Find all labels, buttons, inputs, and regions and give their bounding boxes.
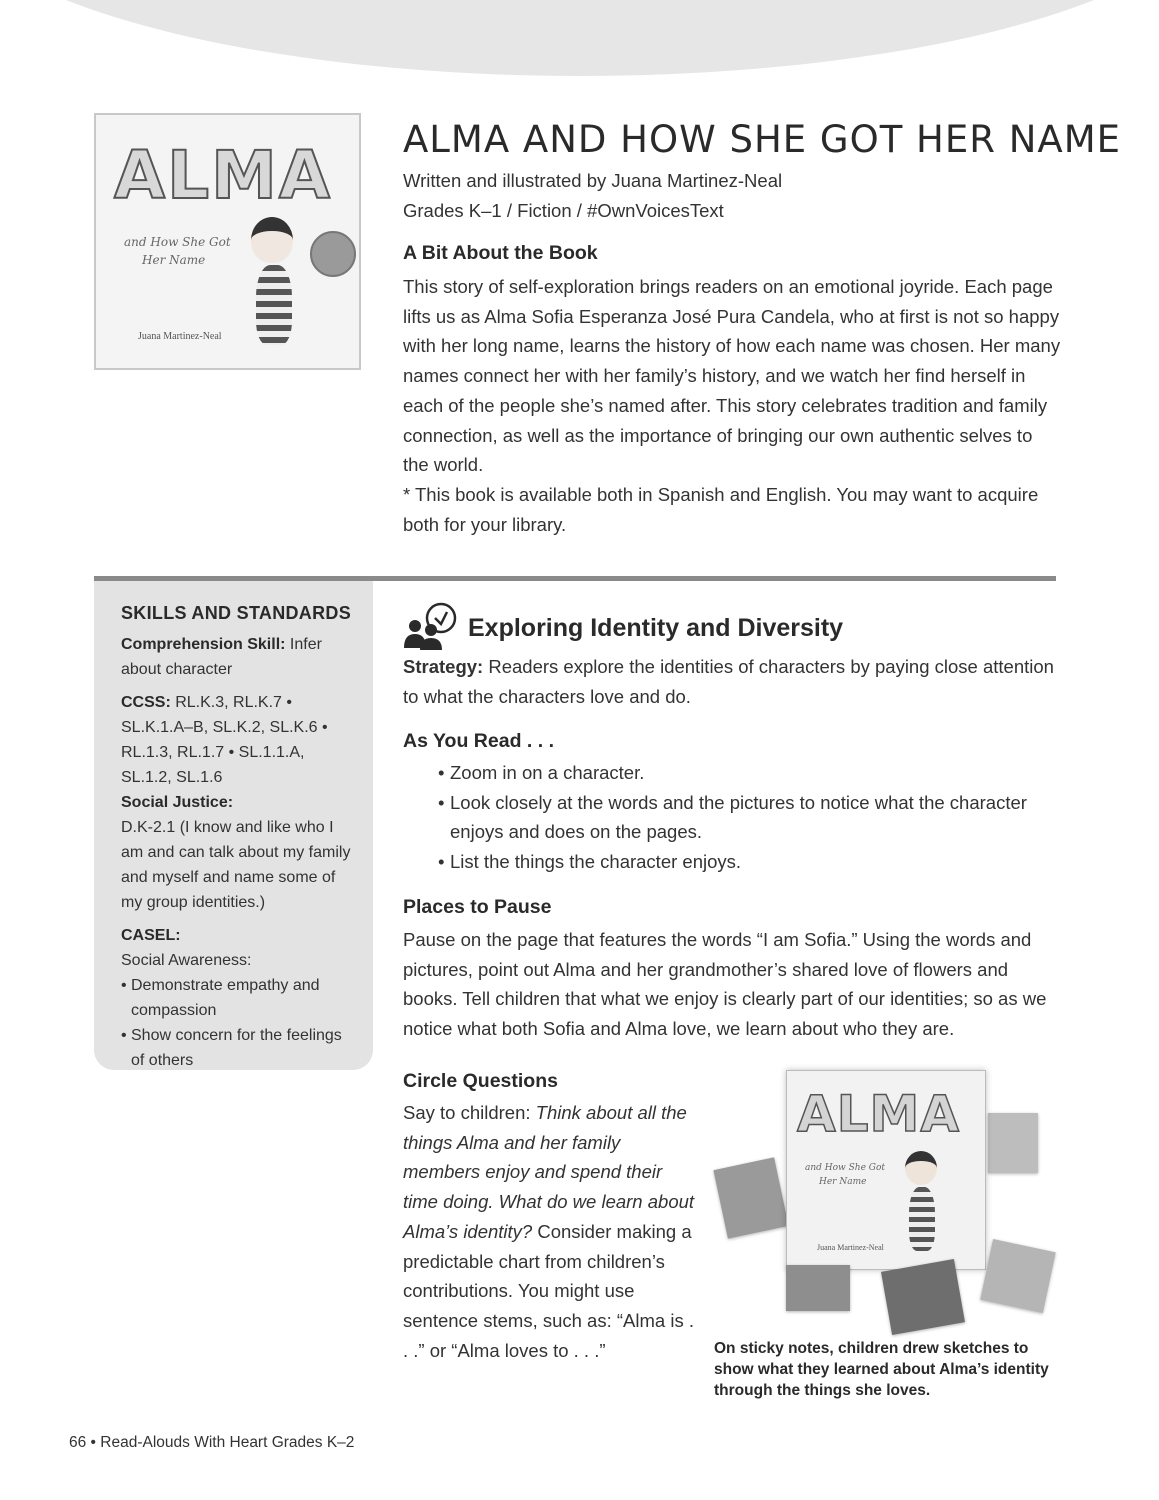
casel-item: • Demonstrate empathy and compassion xyxy=(121,973,353,1023)
cover-title: ALMA xyxy=(114,137,332,214)
casel-item: • Show concern for the feelings of others xyxy=(121,1023,353,1073)
header-band xyxy=(0,0,1159,76)
sticky-note xyxy=(988,1113,1038,1173)
photo-girl-head xyxy=(905,1151,937,1185)
ccss-value: RL.K.3, RL.K.7 • SL.K.1.A–B, SL.K.2, SL.K.6 • RL.1.3, RL.1.7 • SL.1.1.A, SL.1.2, SL.1.6 xyxy=(121,694,328,786)
casel-label: CASEL: xyxy=(121,927,181,944)
cover-girl-body xyxy=(256,265,292,345)
comprehension-value: Infer about character xyxy=(121,636,322,678)
book-cover-image xyxy=(94,113,361,370)
list-item: • List the things the character enjoys. xyxy=(438,847,1048,877)
about-section xyxy=(403,272,1063,539)
photo-cover-subtitle-line2: Her Name xyxy=(819,1177,867,1187)
sticky-note xyxy=(786,1265,850,1311)
book-byline: Written and illustrated by Juana Martinez-Neal xyxy=(403,170,783,191)
book-title: ALMA AND HOW SHE GOT HER NAME xyxy=(403,118,1122,161)
book-grades: Grades K–1 / Fiction / #OwnVoicesText xyxy=(403,200,724,221)
about-text: This story of self-exploration brings readers on an emotional joyride. Each page lifts us as Alma Sofia Esperanza José Pura Candela, who at first is not so happy with her long name, learns the history of how each name was chosen. Her many names connect her with her family’s history, and we watch her find herself in each of the people she’s named after. This story celebrates tradition and family connection, as well as the importance of bringing our own authentic selves to the world. xyxy=(403,276,1061,476)
cover-girl-head xyxy=(251,217,293,263)
cover-subtitle xyxy=(124,233,231,269)
places-to-pause-heading: Places to Pause xyxy=(403,896,552,918)
award-seal-icon xyxy=(310,231,356,277)
strategy-text: Readers explore the identities of characters by paying close attention to what the characters love and do. xyxy=(403,656,1054,707)
sticky-note xyxy=(713,1157,788,1238)
sticky-note xyxy=(881,1259,965,1335)
skills-title: SKILLS AND STANDARDS xyxy=(121,603,351,623)
photo-girl-body xyxy=(909,1187,935,1251)
photo-cover-subtitle-line1: and How She Got xyxy=(805,1163,885,1173)
comprehension-skill xyxy=(121,632,353,682)
social-justice-value: D.K-2.1 (I know and like who I am and can talk about my family and myself and name some of my group identities.) xyxy=(121,819,351,911)
page-footer: 66 • Read-Alouds With Heart Grades K–2 xyxy=(69,1434,355,1451)
cover-subtitle-line1: and How She Got xyxy=(124,235,231,249)
cover-author: Juana Martinez-Neal xyxy=(138,331,222,342)
strategy-label: Strategy: xyxy=(403,656,484,677)
list-item: • Zoom in on a character. xyxy=(438,758,1048,788)
cover-subtitle-line2: Her Name xyxy=(142,253,206,267)
photo-cover-subtitle xyxy=(805,1161,885,1189)
strategy xyxy=(403,652,1058,711)
photo-book-cover xyxy=(786,1070,986,1270)
as-you-read-heading: As You Read . . . xyxy=(403,730,554,752)
ccss xyxy=(121,690,353,790)
list-item: • Look closely at the words and the pictures to notice what the character enjoys and does on the pages. xyxy=(438,788,1048,847)
sticky-note xyxy=(980,1239,1055,1313)
photo-caption: On sticky notes, children drew sketches to show what they learned about Alma’s identity through the things she loves. xyxy=(714,1340,1049,1399)
circle-questions-text xyxy=(403,1098,695,1365)
circle-intro: Say to children: xyxy=(403,1102,536,1123)
circle-rest: Consider making a predictable chart from children’s contributions. You might use sentence stems, such as: “Alma is . . .” or “Alma loves to . . .” xyxy=(403,1220,694,1361)
circle-italic: Think about all the things Alma and her family members enjoy and spend their time doing. What do we learn about Alma’s identity? xyxy=(403,1102,695,1242)
casel-sub: Social Awareness: xyxy=(121,952,252,969)
about-note: * This book is available both in Spanish and English. You may want to acquire both for your library. xyxy=(403,483,1039,535)
skills-sidebar xyxy=(94,581,373,1070)
book-meta xyxy=(403,166,782,226)
photo-cover-author: Juana Martinez-Neal xyxy=(817,1243,884,1252)
classroom-photo xyxy=(716,1065,1056,1335)
about-heading: A Bit About the Book xyxy=(403,242,598,264)
ccss-label: CCSS: xyxy=(121,694,171,711)
people-speech-icon xyxy=(403,602,461,650)
places-to-pause-text: Pause on the page that features the words “I am Sofia.” Using the words and pictures, point out Alma and her grandmother’s shared love of flowers and books. Tell children that what we enjoy is clearly part of our identities; so as we notice what both Sofia and Alma love, we learn about who they are. xyxy=(403,929,1047,1040)
photo-cover-title: ALMA xyxy=(797,1085,961,1143)
social-justice-label: Social Justice: xyxy=(121,794,234,811)
as-you-read-list xyxy=(438,758,1048,877)
comprehension-label: Comprehension Skill: xyxy=(121,636,286,653)
identity-heading: Exploring Identity and Diversity xyxy=(468,614,844,642)
circle-questions-heading: Circle Questions xyxy=(403,1070,558,1092)
